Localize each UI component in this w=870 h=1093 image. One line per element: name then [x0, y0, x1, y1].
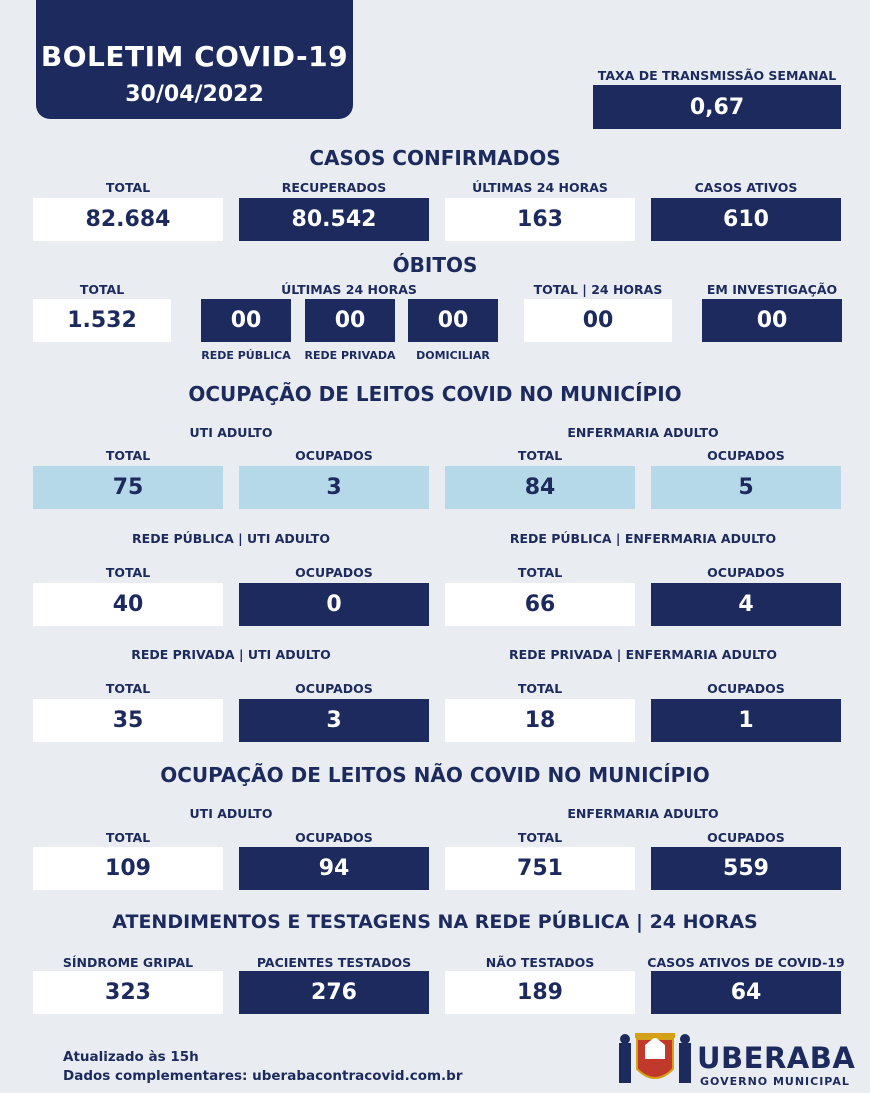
- noncovid-ward-label: ENFERMARIA ADULTO: [567, 806, 719, 821]
- noncovid-uti-total-label: TOTAL: [105, 830, 151, 845]
- private-uti-total-value: 35: [33, 699, 223, 742]
- confirmed-active-value: 610: [651, 198, 841, 241]
- public-uti-occupied-label: OCUPADOS: [295, 565, 373, 580]
- untested-label: NÃO TESTADOS: [485, 955, 595, 970]
- covid-active-value: 64: [651, 971, 841, 1014]
- covid-ward-total-label: TOTAL: [517, 448, 563, 463]
- covid-uti-occupied-label: OCUPADOS: [295, 448, 373, 463]
- deaths-private-label: REDE PRIVADA: [304, 349, 396, 362]
- untested-value: 189: [445, 971, 635, 1014]
- private-ward-label: REDE PRIVADA | ENFERMARIA ADULTO: [508, 647, 778, 662]
- noncovid-ward-occupied-value: 559: [651, 847, 841, 890]
- more-data-text: Dados complementares: uberabacontracovid.com.br: [63, 1068, 463, 1084]
- noncovid-ward-occupied-label: OCUPADOS: [707, 830, 785, 845]
- confirmed-total-value: 82.684: [33, 198, 223, 241]
- private-uti-occupied-label: OCUPADOS: [295, 681, 373, 696]
- covid-ward-label: ENFERMARIA ADULTO: [567, 425, 719, 440]
- public-uti-occupied-value: 0: [239, 583, 429, 626]
- transmission-label: TAXA DE TRANSMISSÃO SEMANAL: [597, 68, 837, 83]
- deaths-public-value: 00: [201, 299, 291, 342]
- covid-uti-occupied-value: 3: [239, 466, 429, 509]
- public-uti-total-value: 40: [33, 583, 223, 626]
- deaths-home-value: 00: [408, 299, 498, 342]
- noncovid-ward-total-label: TOTAL: [517, 830, 563, 845]
- public-uti-total-label: TOTAL: [105, 565, 151, 580]
- private-ward-total-value: 18: [445, 699, 635, 742]
- tested-value: 276: [239, 971, 429, 1014]
- city-coat-of-arms-icon: [615, 1031, 695, 1089]
- noncovid-uti-total-value: 109: [33, 847, 223, 890]
- deaths-total-label: TOTAL: [79, 282, 125, 297]
- updated-text: Atualizado às 15h: [63, 1049, 199, 1065]
- confirmed-last24-value: 163: [445, 198, 635, 241]
- covid-ward-total-value: 84: [445, 466, 635, 509]
- page-title: BOLETIM COVID-19: [40, 40, 349, 73]
- deaths-investigation-label: EM INVESTIGAÇÃO: [706, 282, 838, 297]
- confirmed-recovered-value: 80.542: [239, 198, 429, 241]
- logo-subtitle: GOVERNO MUNICIPAL: [700, 1075, 850, 1088]
- deaths-public-label: REDE PÚBLICA: [201, 349, 291, 362]
- private-uti-label: REDE PRIVADA | UTI ADULTO: [131, 647, 331, 662]
- noncovid-uti-occupied-value: 94: [239, 847, 429, 890]
- noncovid-uti-occupied-label: OCUPADOS: [295, 830, 373, 845]
- public-ward-label: REDE PÚBLICA | ENFERMARIA ADULTO: [509, 531, 777, 546]
- deaths-home-label: DOMICILIAR: [416, 349, 490, 362]
- covid-uti-total-label: TOTAL: [105, 448, 151, 463]
- confirmed-last24-label: ÚLTIMAS 24 HORAS: [472, 180, 608, 195]
- deaths-last24-label: ÚLTIMAS 24 HORAS: [281, 282, 417, 297]
- flu-label: SÍNDROME GRIPAL: [62, 955, 194, 970]
- covid-ward-occupied-value: 5: [651, 466, 841, 509]
- covid-ward-occupied-label: OCUPADOS: [707, 448, 785, 463]
- header-banner: [36, 0, 353, 119]
- private-ward-total-label: TOTAL: [517, 681, 563, 696]
- deaths-private-value: 00: [305, 299, 395, 342]
- bulletin-date: 30/04/2022: [125, 82, 264, 107]
- logo-name: UBERABA: [697, 1041, 856, 1075]
- public-ward-total-label: TOTAL: [517, 565, 563, 580]
- covid-uti-total-value: 75: [33, 466, 223, 509]
- covid-uti-label: UTI ADULTO: [189, 425, 273, 440]
- public-ward-occupied-value: 4: [651, 583, 841, 626]
- public-ward-occupied-label: OCUPADOS: [707, 565, 785, 580]
- transmission-value: 0,67: [593, 85, 841, 129]
- public-care-title: ATENDIMENTOS E TESTAGENS NA REDE PÚBLICA | 24 HORAS: [112, 911, 758, 933]
- confirmed-active-label: CASOS ATIVOS: [694, 180, 798, 195]
- deaths-total-value: 1.532: [33, 299, 171, 342]
- private-ward-occupied-value: 1: [651, 699, 841, 742]
- deaths-total24-value: 00: [524, 299, 672, 342]
- public-ward-total-value: 66: [445, 583, 635, 626]
- noncovid-ward-total-value: 751: [445, 847, 635, 890]
- private-uti-occupied-value: 3: [239, 699, 429, 742]
- deaths-total24-label: TOTAL | 24 HORAS: [533, 282, 663, 297]
- noncovid-uti-label: UTI ADULTO: [189, 806, 273, 821]
- private-ward-occupied-label: OCUPADOS: [707, 681, 785, 696]
- confirmed-recovered-label: RECUPERADOS: [281, 180, 387, 195]
- deaths-title: ÓBITOS: [392, 253, 478, 277]
- private-uti-total-label: TOTAL: [105, 681, 151, 696]
- confirmed-title: CASOS CONFIRMADOS: [309, 146, 561, 170]
- public-uti-label: REDE PÚBLICA | UTI ADULTO: [132, 531, 330, 546]
- flu-value: 323: [33, 971, 223, 1014]
- covid-beds-title: OCUPAÇÃO DE LEITOS COVID NO MUNICÍPIO: [188, 382, 682, 406]
- deaths-investigation-value: 00: [702, 299, 842, 342]
- covid-active-label: CASOS ATIVOS DE COVID-19: [647, 955, 845, 970]
- tested-label: PACIENTES TESTADOS: [256, 955, 412, 970]
- confirmed-total-label: TOTAL: [105, 180, 151, 195]
- noncovid-beds-title: OCUPAÇÃO DE LEITOS NÃO COVID NO MUNICÍPIO: [160, 763, 710, 787]
